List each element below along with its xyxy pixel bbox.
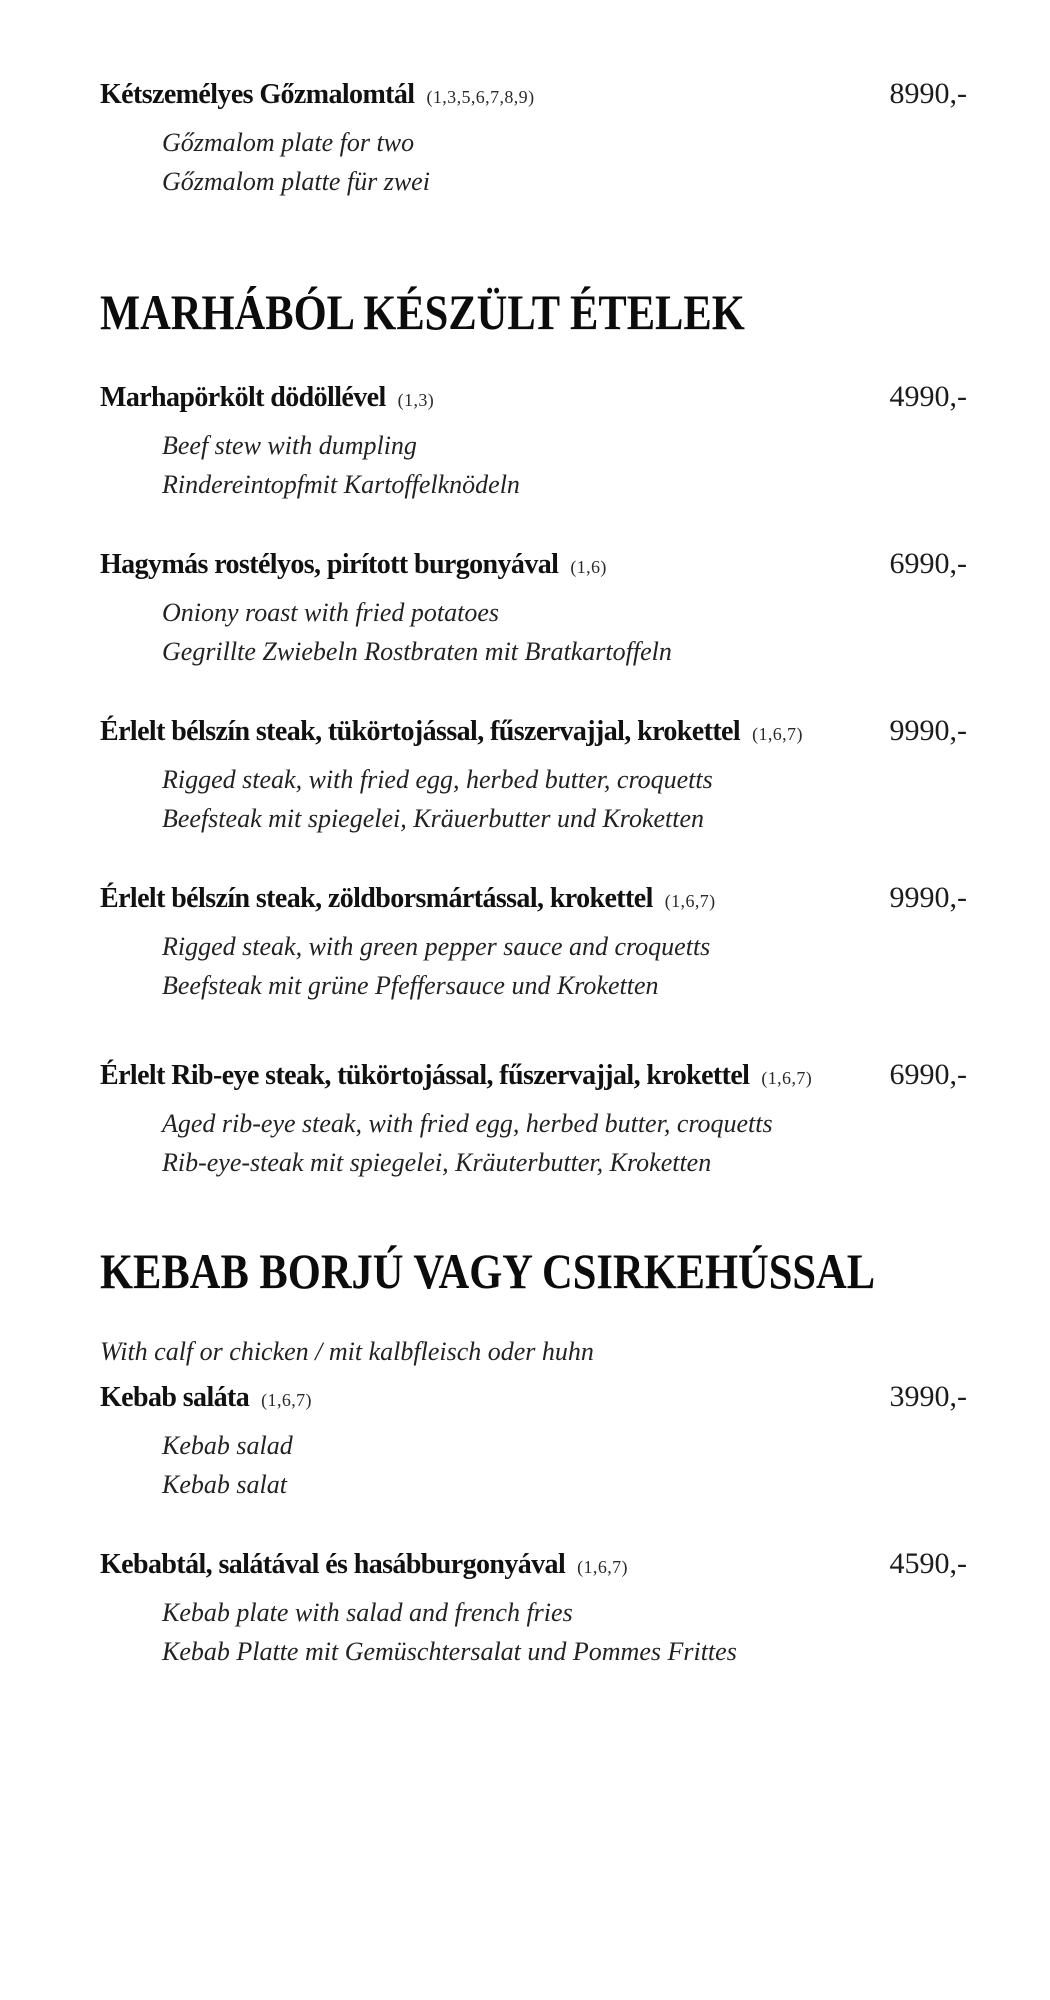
menu-item	[100, 546, 967, 671]
item-translation-de: Gegrillte Zwiebeln Rostbraten mit Bratkartoffeln	[162, 637, 672, 666]
menu-item-title	[100, 714, 803, 754]
menu-item-header	[100, 379, 967, 420]
menu-item-title	[100, 77, 534, 117]
menu-item-title	[100, 547, 607, 587]
menu-item-header	[100, 1057, 967, 1098]
item-translation-de: Gőzmalom platte für zwei	[162, 167, 430, 196]
item-name: Kebab saláta	[100, 1382, 250, 1413]
menu-item	[100, 76, 967, 201]
menu-item-header	[100, 1379, 967, 1420]
menu-item	[100, 1546, 967, 1671]
item-price: 6990,-	[889, 547, 967, 580]
item-price: 9990,-	[889, 714, 967, 747]
menu-item-header	[100, 546, 967, 587]
item-translation-de: Kebab salat	[162, 1470, 287, 1499]
menu-item	[100, 379, 967, 504]
item-translation-en: Aged rib-eye steak, with fried egg, herbed butter, croquetts	[162, 1109, 773, 1138]
menu-item-header	[100, 1546, 967, 1587]
section-heading-beef: MARHÁBÓL KÉSZÜLT ÉTELEK	[100, 284, 745, 340]
menu-item-header	[100, 713, 967, 754]
item-allergens: (1,3,5,6,7,8,9)	[426, 87, 535, 107]
section-heading-kebab: KEBAB BORJÚ VAGY CSIRKEHÚSSAL	[100, 1243, 876, 1299]
item-allergens: (1,6,7)	[761, 1068, 813, 1088]
menu-item-title	[100, 1058, 812, 1098]
item-translation-de: Beefsteak mit spiegelei, Kräuerbutter und Kroketten	[162, 804, 705, 833]
menu-item-title	[100, 1380, 312, 1420]
item-name: Érlelt Rib-eye steak, tükörtojással, fűszervajjal, krokettel	[100, 1060, 750, 1091]
item-translation-en: Rigged steak, with fried egg, herbed butter, croquetts	[162, 765, 713, 794]
item-translation-en: Kebab plate with salad and french fries	[162, 1598, 573, 1627]
menu-item-title	[100, 380, 434, 420]
item-name: Marhapörkölt dödöllével	[100, 382, 386, 413]
item-name: Kétszemélyes Gőzmalomtál	[100, 79, 415, 110]
item-name: Érlelt bélszín steak, zöldborsmártással, krokettel	[100, 883, 653, 914]
item-price: 9990,-	[889, 881, 967, 914]
item-translation-en: Oniony roast with fried potatoes	[162, 598, 500, 627]
item-allergens: (1,6,7)	[261, 1390, 312, 1410]
item-price: 4990,-	[889, 380, 967, 413]
menu-item	[100, 713, 967, 838]
item-translation-en: Beef stew with dumpling	[162, 431, 417, 460]
item-allergens: (1,6,7)	[577, 1557, 628, 1577]
item-allergens: (1,3)	[397, 390, 435, 410]
item-name: Kebabtál, salátával és hasábburgonyával	[100, 1549, 566, 1580]
section-note: With calf or chicken / mit kalbfleisch oder huhn	[100, 1337, 594, 1366]
item-price: 4590,-	[889, 1547, 967, 1580]
menu-item	[100, 880, 967, 1005]
item-price: 6990,-	[889, 1058, 967, 1091]
item-translation-de: Rib-eye-steak mit spiegelei, Kräuterbutter, Kroketten	[162, 1148, 712, 1177]
item-translation-en: Gőzmalom plate for two	[162, 128, 415, 157]
menu-item-header	[100, 76, 967, 117]
item-allergens: (1,6)	[570, 557, 607, 577]
item-allergens: (1,6,7)	[752, 724, 803, 744]
item-name: Érlelt bélszín steak, tükörtojással, fűszervajjal, krokettel	[100, 716, 741, 747]
item-price: 3990,-	[889, 1380, 967, 1413]
item-translation-de: Beefsteak mit grüne Pfeffersauce und Kroketten	[162, 971, 659, 1000]
item-allergens: (1,6,7)	[664, 891, 716, 911]
menu-item-title	[100, 1547, 628, 1587]
item-translation-de: Rindereintopfmit Kartoffelknödeln	[162, 470, 520, 499]
menu-item	[100, 1379, 967, 1504]
menu-item-title	[100, 881, 716, 921]
menu-item	[100, 1057, 967, 1182]
item-translation-de: Kebab Platte mit Gemüschtersalat und Pommes Frittes	[162, 1637, 737, 1666]
item-translation-en: Rigged steak, with green pepper sauce and croquetts	[162, 932, 711, 961]
item-name: Hagymás rostélyos, pirított burgonyával	[100, 549, 559, 580]
item-price: 8990,-	[889, 77, 967, 110]
item-translation-en: Kebab salad	[162, 1431, 293, 1460]
menu-item-header	[100, 880, 967, 921]
